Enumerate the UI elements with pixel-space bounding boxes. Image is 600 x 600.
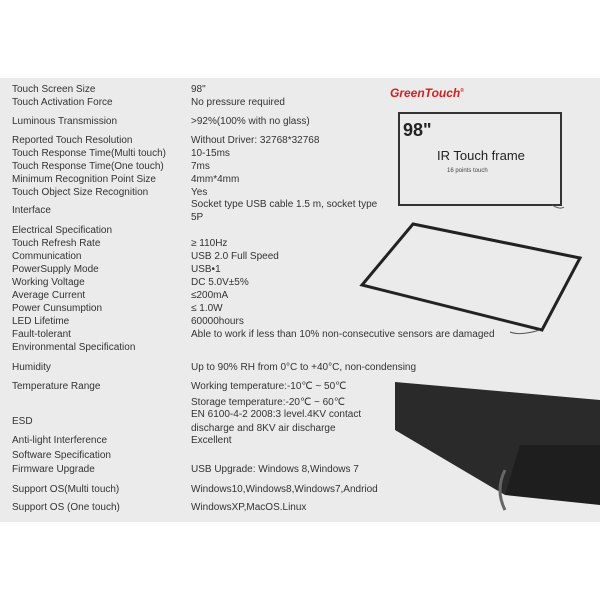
spec-value: Without Driver: 32768*32768: [191, 135, 320, 146]
spec-label: Touch Screen Size: [12, 84, 96, 95]
spec-value: EN 6100-4-2 2008:3 level.4KV contact: [191, 409, 362, 420]
spec-label: Support OS(Multi touch): [12, 484, 120, 495]
spec-label: Support OS (One touch): [12, 502, 120, 513]
brand-logo: GreenTouch®: [390, 86, 464, 100]
spec-value: discharge and 8KV air discharge: [191, 423, 336, 434]
spec-label: Touch Refresh Rate: [12, 238, 101, 249]
spec-value: Up to 90% RH from 0°C to +40°C, non-condensing: [191, 362, 417, 373]
frame-size-label: 98": [403, 120, 432, 140]
spec-label: Touch Response Time(One touch): [12, 161, 164, 172]
spec-label: Firmware Upgrade: [12, 464, 95, 475]
frame-title: IR Touch frame: [437, 148, 525, 163]
spec-label: LED Lifetime: [12, 316, 70, 327]
spec-value: Working temperature:-10℃ ~ 50℃: [191, 381, 347, 392]
spec-value: WindowsXP,MacOS.Linux: [191, 502, 307, 513]
spec-value: Yes: [191, 187, 208, 198]
spec-label: Reported Touch Resolution: [12, 135, 133, 146]
spec-value: USB 2.0 Full Speed: [191, 251, 279, 262]
spec-label: Touch Object Size Recognition: [12, 187, 149, 198]
spec-value: ≤200mA: [191, 290, 229, 301]
spec-value: 5P: [191, 212, 204, 223]
spec-label: Environmental Specification: [12, 342, 136, 353]
spec-label: Touch Response Time(Multi touch): [12, 148, 166, 159]
spec-value: 98": [191, 84, 206, 95]
frame-corner-image: [395, 382, 600, 510]
frame-front-image: [399, 113, 564, 208]
spec-value: USB Upgrade: Windows 8,Windows 7: [191, 464, 359, 475]
spec-label: Temperature Range: [12, 381, 101, 392]
spec-label: Touch Activation Force: [12, 97, 113, 108]
spec-label: Working Voltage: [12, 277, 85, 288]
spec-value: 10-15ms: [191, 148, 230, 159]
spec-value: No pressure required: [191, 97, 285, 108]
spec-value: DC 5.0V±5%: [191, 277, 249, 288]
spec-label: PowerSupply Mode: [12, 264, 99, 275]
spec-label: Average Current: [12, 290, 86, 301]
spec-label: Humidity: [12, 362, 51, 373]
spec-label: Software Specification: [12, 450, 111, 461]
spec-label: Anti-light Interference: [12, 435, 108, 446]
spec-value: ≥ 110Hz: [191, 238, 228, 249]
spec-value: USB•1: [191, 264, 221, 275]
spec-value: Socket type USB cable 1.5 m, socket type: [191, 199, 378, 210]
spec-value: Windows10,Windows8,Windows7,Andriod: [191, 484, 378, 495]
spec-label: Luminous Transmission: [12, 116, 118, 127]
spec-value: >92%(100% with no glass): [191, 116, 310, 127]
spec-value: Able to work if less than 10% non-consecutive sensors are damaged: [191, 329, 495, 340]
spec-value: 4mm*4mm: [191, 174, 240, 185]
frame-subtitle: 16 points touch: [447, 168, 488, 174]
spec-value: ≤ 1.0W: [191, 303, 223, 314]
spec-label: Electrical Specification: [12, 225, 113, 236]
spec-value: 7ms: [191, 161, 210, 172]
spec-value: Excellent: [191, 435, 232, 446]
spec-value: Storage temperature:-20℃ ~ 60℃: [191, 397, 345, 408]
spec-label: Communication: [12, 251, 82, 262]
frame-perspective-image: [362, 224, 580, 334]
spec-value: 60000hours: [191, 316, 244, 327]
spec-label: Minimum Recognition Point Size: [12, 174, 156, 185]
spec-label: Fault-tolerant: [12, 329, 71, 340]
spec-label: Power Cunsumption: [12, 303, 103, 314]
spec-label: ESD: [12, 416, 33, 427]
spec-label: Interface: [12, 205, 51, 216]
